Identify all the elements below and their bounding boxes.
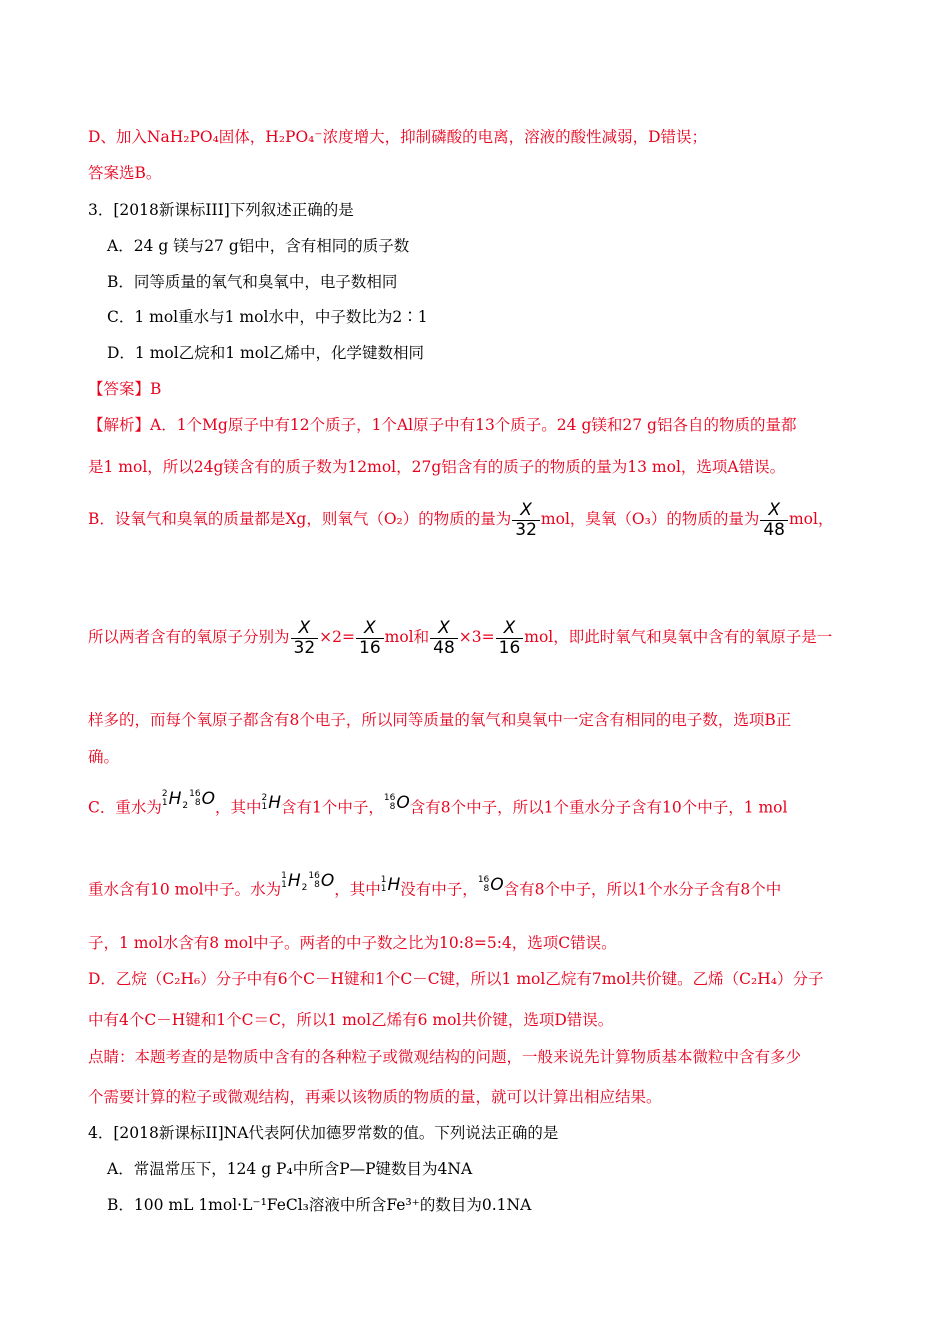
- explanation-d-line: 中有4个C－H键和1个C＝C，所以1 mol乙烯有6 mol共价键，选项D错误。: [88, 1011, 614, 1029]
- heavy-water-formula: 2 1 $H_2$ 16 8 O: [161, 789, 215, 811]
- option-c: C．1 mol重水与1 mol水中，中子数比为2∶1: [107, 308, 428, 326]
- protium-symbol: 1 1 H: [380, 874, 401, 895]
- question-3-title: 3．[2018新课标III]下列叙述正确的是: [88, 201, 354, 219]
- water-formula: 1 1 $H_2$ 16 8 O: [281, 871, 335, 893]
- fraction-x-32: $\frac{X}{32}$: [291, 619, 319, 658]
- option-a: A．24 g 镁与27 g铝中，含有相同的质子数: [107, 237, 410, 255]
- option-a: A．常温常压下，124 g P₄中所含P—P键数目为4NA: [107, 1160, 473, 1178]
- explanation-line: 【解析】A．1个Mg原子中有12个质子，1个Al原子中有13个质子。24 g镁和27 g铝各自的物质的量都: [88, 416, 797, 434]
- explanation-b-line: 样多的，而每个氧原子都含有8个电子，所以同等质量的氧气和臭氧中一定含有相同的电子数，选项B正: [88, 711, 792, 729]
- explanation-b-line: B．设氧气和臭氧的质量都是Xg，则氧气（O₂）的物质的量为 $\frac{X}{32}$ mol，臭氧（O₃）的物质的量为 $\frac{X}{48}$ mol，: [88, 499, 834, 540]
- fraction-x-16: $\frac{X}{16}$: [356, 619, 384, 658]
- text-line: D、加入NaH₂PO₄固体，H₂PO₄⁻浓度增大，抑制磷酸的电离，溶液的酸性减弱，D错误；: [88, 128, 708, 146]
- answer-line: 【答案】B: [88, 380, 162, 398]
- remark-line: 点睛：本题考查的是物质中含有的各种粒子或微观结构的问题，一般来说先计算物质基本微粒中含有多少: [88, 1048, 802, 1066]
- explanation-line: 是1 mol，所以24g镁含有的质子数为12mol，27g铝含有的质子的物质的量为13 mol，选项A错误。: [88, 458, 786, 476]
- oxygen-16-symbol: 16 8 O: [477, 874, 504, 895]
- fraction-x-48: $\frac{X}{48}$: [760, 501, 788, 540]
- explanation-c-line: 重水含有10 mol中子。水为 1 1 $H_2$ 16 8 O，其中 1 1 H没有中子， 16 8 O含有8个中子，所以1个水分子含有8个中: [88, 871, 782, 899]
- explanation-b-line: 所以两者含有的氧原子分别为 $\frac{X}{32}$ ×2= $\frac{X}{16}$ mol和 $\frac{X}{48}$ ×3= $\frac{X}{16}$ mol，即此时氧气和臭氧中含有的氧原子是一: [88, 617, 833, 658]
- remark-line: 个需要计算的粒子或微观结构，再乘以该物质的物质的量，就可以计算出相应结果。: [88, 1088, 662, 1106]
- fraction-x-16: $\frac{X}{16}$: [496, 619, 524, 658]
- option-b: B．100 mL 1mol·L⁻¹FeCl₃溶液中所含Fe³⁺的数目为0.1NA: [107, 1196, 532, 1214]
- text-line: 答案选B。: [88, 164, 162, 182]
- explanation-c-line: 子，1 mol水含有8 mol中子。两者的中子数之比为10:8=5:4，选项C错误。: [88, 934, 617, 952]
- explanation-c-line: C．重水为 2 1 $H_2$ 16 8 O，其中 2 1 H含有1个中子， 16 8 O含有8个中子，所以1个重水分子含有10个中子，1 mol: [88, 789, 788, 817]
- question-4-title: 4．[2018新课标II]NA代表阿伏加德罗常数的值。下列说法正确的是: [88, 1124, 559, 1142]
- option-b: B．同等质量的氧气和臭氧中，电子数相同: [107, 273, 398, 291]
- explanation-b-line: 确。: [88, 748, 120, 766]
- option-d: D．1 mol乙烷和1 mol乙烯中，化学键数相同: [107, 344, 424, 362]
- fraction-x-48: $\frac{X}{48}$: [430, 619, 458, 658]
- oxygen-16-symbol: 16 8 O: [383, 792, 410, 813]
- explanation-d-line: D．乙烷（C₂H₆）分子中有6个C－H键和1个C－C键，所以1 mol乙烷有7mol共价键。乙烯（C₂H₄）分子: [88, 970, 824, 988]
- fraction-x-32: $\frac{X}{32}$: [512, 501, 540, 540]
- deuterium-symbol: 2 1 H: [261, 792, 282, 813]
